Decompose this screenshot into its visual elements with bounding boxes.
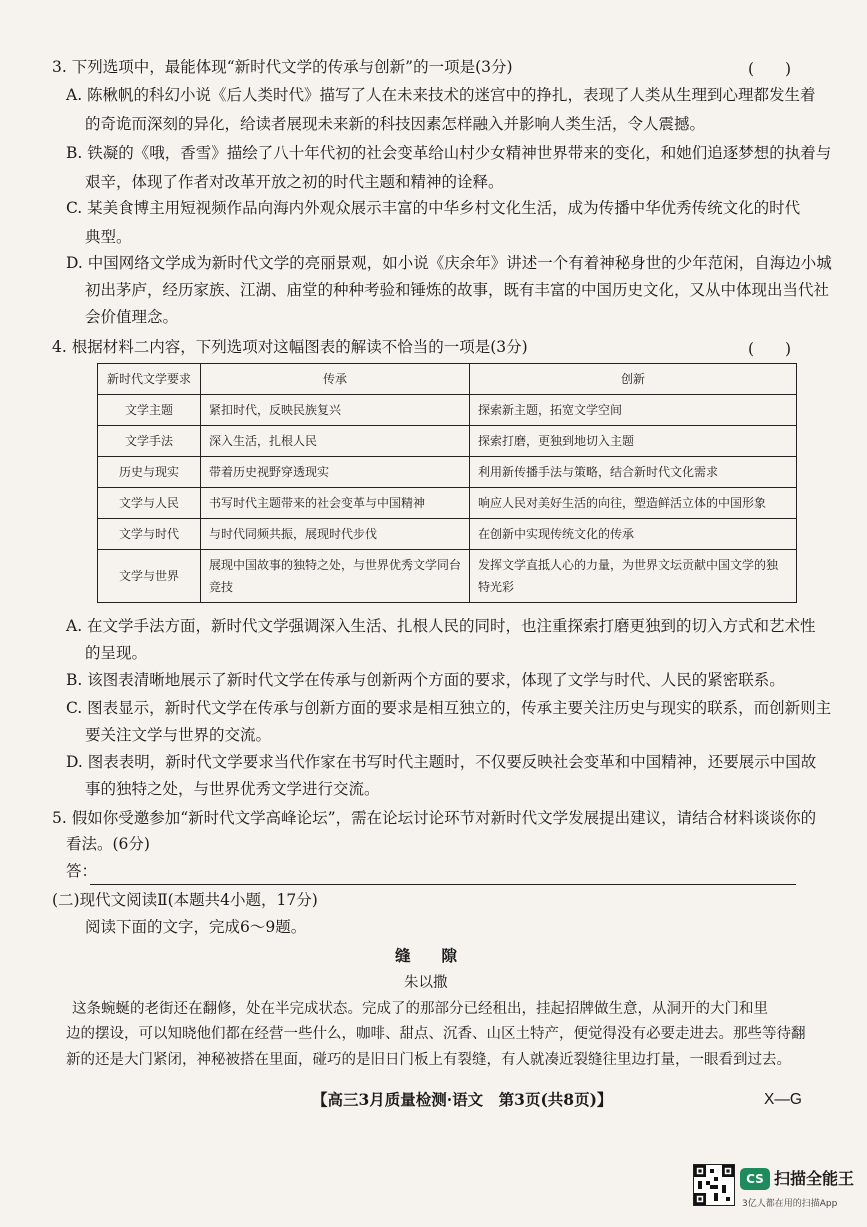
q4-option-d-line1: D. 图表表明，新时代文学要求当代作家在书写时代主题时，不仅要反映社会变革和中国精神，还要展示中国故	[66, 753, 817, 771]
table-cell: 文学与世界	[98, 550, 201, 603]
answer-label: 答：	[66, 862, 98, 880]
table-row	[98, 550, 797, 603]
q4-option-a-line2: 的呈现。	[85, 644, 148, 662]
table-cell: 紧扣时代，反映民族复兴	[201, 395, 470, 426]
table-cell: 探索新主题，拓宽文学空间	[470, 395, 797, 426]
table-header: 传承	[201, 364, 470, 395]
table-cell: 文学手法	[98, 426, 201, 457]
q3-option-a-line2: 的奇诡而深刻的异化，给读者展现未来新的科技因素怎样融入并影响人类生活，令人震撼。	[85, 115, 706, 133]
table-cell: 发挥文学直抵人心的力量，为世界文坛贡献中国文学的独特光彩	[470, 550, 797, 603]
table-cell: 历史与现实	[98, 457, 201, 488]
q3-option-c-line2: 典型。	[85, 228, 132, 246]
q3-option-c-line1: C. 某美食博主用短视频作品向海内外观众展示丰富的中华乡村文化生活，成为传播中华优秀传统文化的时代	[66, 199, 801, 217]
q4-option-a-line1: A. 在文学手法方面，新时代文学强调深入生活、扎根人民的同时，也注重探索打磨更独到的切入方式和艺术性	[66, 617, 816, 635]
paper-code: X—G	[764, 1091, 802, 1108]
table-cell: 与时代同频共振，展现时代步伐	[201, 519, 470, 550]
q5-stem-line2: 看法。(6分)	[66, 835, 150, 853]
q4-option-b-line1: B. 该图表清晰地展示了新时代文学在传承与创新两个方面的要求，体现了文学与时代、人民的紧密联系。	[66, 671, 785, 689]
table-cell: 利用新传播手法与策略，结合新时代文化需求	[470, 457, 797, 488]
table-cell: 深入生活，扎根人民	[201, 426, 470, 457]
table-cell: 响应人民对美好生活的向往，塑造鲜活立体的中国形象	[470, 488, 797, 519]
table-row	[98, 426, 797, 457]
table-cell: 书写时代主题带来的社会变革与中国精神	[201, 488, 470, 519]
answer-line[interactable]	[90, 884, 796, 885]
table-cell: 在创新中实现传统文化的传承	[470, 519, 797, 550]
q3-stem: 3. 下列选项中，最能体现“新时代文学的传承与创新”的一项是(3分)	[52, 58, 513, 76]
q4-option-c-line2: 要关注文学与世界的交流。	[85, 726, 272, 744]
section-heading: (二)现代文阅读Ⅱ(本题共4小题，17分)	[52, 891, 318, 909]
q4-option-c-line1: C. 图表显示，新时代文学在传承与创新方面的要求是相互独立的，传承主要关注历史与现实的联系，而创新则主	[66, 699, 832, 717]
table-cell: 文学与人民	[98, 488, 201, 519]
scanner-tagline: 3亿人都在用的扫描App	[742, 1199, 838, 1209]
reading-instruction: 阅读下面的文字，完成6～9题。	[85, 918, 307, 936]
camscanner-logo: CS	[740, 1168, 770, 1190]
article-title: 缝 隙	[395, 946, 458, 965]
q4-answer-paren: ( )	[748, 340, 792, 358]
q3-option-d-line3: 会价值理念。	[85, 308, 179, 326]
scanner-brand: 扫描全能王	[774, 1169, 855, 1188]
q4-option-d-line2: 事的独特之处，与世界优秀文学进行交流。	[85, 780, 380, 798]
qr-code-icon	[693, 1164, 735, 1206]
q3-option-d-line2: 初出茅庐，经历家族、江湖、庙堂的种种考验和锤炼的故事，既有丰富的中国历史文化，又从中体现出当代社	[85, 281, 830, 299]
table-header: 新时代文学要求	[98, 364, 201, 395]
article-author: 朱以撒	[404, 975, 448, 991]
table-row	[98, 488, 797, 519]
q5-stem-line1: 5. 假如你受邀参加“新时代文学高峰论坛”，需在论坛讨论环节对新时代文学发展提出建议，请结合材料谈谈你的	[52, 809, 817, 827]
page-footer: 【高三3月质量检测·语文 第3页(共8页)】	[312, 1090, 613, 1109]
q3-option-b-line1: B. 铁凝的《哦，香雪》描绘了八十年代初的社会变革给山村少女精神世界带来的变化，和她们追逐梦想的执着与	[66, 144, 832, 162]
q4-stem: 4. 根据材料二内容，下列选项对这幅图表的解读不恰当的一项是(3分)	[52, 338, 528, 356]
table-cell: 带着历史视野穿透现实	[201, 457, 470, 488]
q3-option-d-line1: D. 中国网络文学成为新时代文学的亮丽景观，如小说《庆余年》讲述一个有着神秘身世的少年范闲，自海边小城	[66, 254, 832, 272]
table-cell: 探索打磨，更独到地切入主题	[470, 426, 797, 457]
article-paragraph-line: 新的还是大门紧闭，神秘被搭在里面，碰巧的是旧日门板上有裂缝，有人就凑近裂缝往里边打量，一眼看到过去。	[66, 1052, 791, 1068]
table-cell: 文学主题	[98, 395, 201, 426]
table-header: 创新	[470, 364, 797, 395]
table-row	[98, 457, 797, 488]
q3-answer-paren: ( )	[748, 60, 792, 78]
table-row	[98, 519, 797, 550]
table-row	[98, 395, 797, 426]
q3-option-a-line1: A. 陈楸帆的科幻小说《后人类时代》描写了人在未来技术的迷宫中的挣扎，表现了人类从生理到心理都发生着	[66, 86, 816, 104]
table-header-row	[98, 364, 797, 395]
requirements-table	[97, 363, 797, 603]
table-cell: 文学与时代	[98, 519, 201, 550]
q3-option-b-line2: 艰辛，体现了作者对改革开放之初的时代主题和精神的诠释。	[85, 173, 504, 191]
article-paragraph-line: 这条蜿蜒的老街还在翻修，处在半完成状态。完成了的那部分已经租出，挂起招牌做生意，从洞开的大门和里	[72, 1001, 768, 1017]
table-cell: 展现中国故事的独特之处，与世界优秀文学同台竞技	[201, 550, 470, 603]
article-paragraph-line: 边的摆设，可以知晓他们都在经营一些什么，咖啡、甜点、沉香、山区土特产，便觉得没有必要走进去。那些等待翻	[66, 1026, 806, 1042]
